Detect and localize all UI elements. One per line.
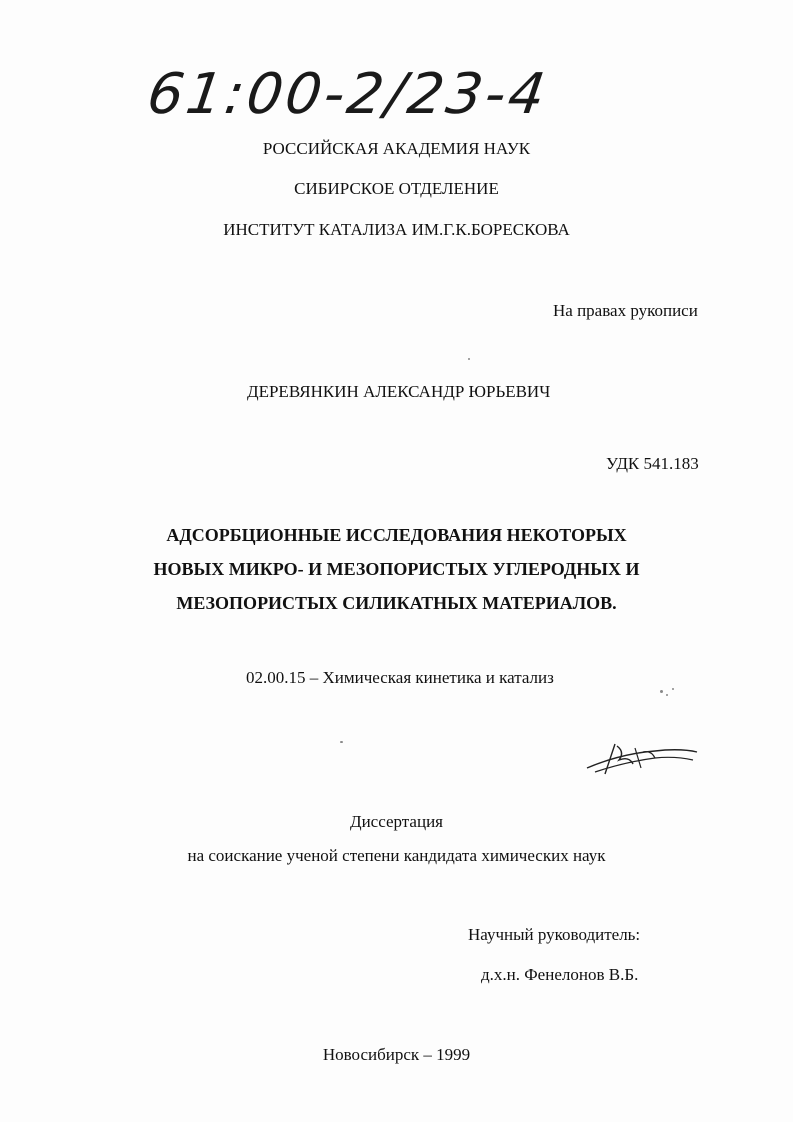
scan-speck xyxy=(660,690,663,693)
supervisor-label: Научный руководитель: xyxy=(468,925,641,944)
dissertation-title xyxy=(0,518,793,620)
manuscript-rights: На правах рукописи xyxy=(553,301,698,320)
dissertation-label: Диссертация xyxy=(349,812,443,831)
title-line-1: АДСОРБЦИОННЫЕ ИССЛЕДОВАНИЯ НЕКОТОРЫХ xyxy=(166,525,627,545)
udk-code: УДК 541.183 xyxy=(606,454,699,473)
handwritten-archive-number: 61:00-2/23-4 xyxy=(143,62,552,127)
author-name: ДЕРЕВЯНКИН АЛЕКСАНДР ЮРЬЕВИЧ xyxy=(247,382,551,401)
degree-line: на соискание ученой степени кандидата химических наук xyxy=(187,846,606,865)
header-academy: РОССИЙСКАЯ АКАДЕМИЯ НАУК xyxy=(262,139,531,158)
scan-speck xyxy=(340,741,343,743)
scan-speck xyxy=(666,694,668,696)
specialty-code: 02.00.15 – Химическая кинетика и катализ xyxy=(246,668,554,687)
place-year: Новосибирск – 1999 xyxy=(322,1045,471,1064)
header-branch: СИБИРСКОЕ ОТДЕЛЕНИЕ xyxy=(294,179,499,198)
title-line-2: НОВЫХ МИКРО- И МЕЗОПОРИСТЫХ УГЛЕРОДНЫХ И xyxy=(153,559,640,579)
title-line-3: МЕЗОПОРИСТЫХ СИЛИКАТНЫХ МАТЕРИАЛОВ. xyxy=(176,593,617,613)
scan-speck xyxy=(672,688,674,690)
supervisor-name: д.х.н. Фенелонов В.Б. xyxy=(481,965,639,984)
signature-mark xyxy=(585,738,700,778)
scan-speck xyxy=(468,358,470,360)
header-institute: ИНСТИТУТ КАТАЛИЗА ИМ.Г.К.БОРЕСКОВА xyxy=(223,220,570,239)
